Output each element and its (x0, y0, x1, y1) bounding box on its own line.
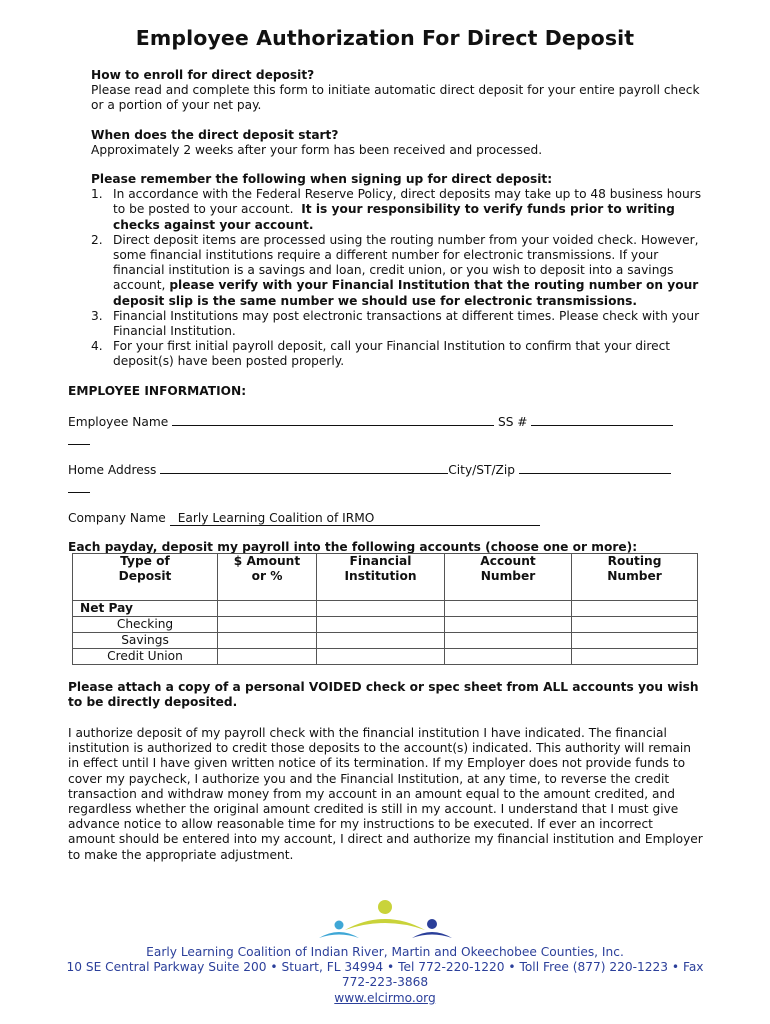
list-line: to be posted to your account. (113, 202, 302, 217)
account-cell[interactable] (445, 649, 572, 665)
city-field-continuation[interactable] (68, 492, 90, 493)
ss-field-continuation[interactable] (68, 444, 90, 445)
employee-name-field[interactable] (172, 414, 494, 426)
list-number: 2. (91, 232, 103, 247)
list-line-bold: please verify with your Financial Institution that the routing number on your (169, 278, 699, 293)
header-amount: $ Amount or % (218, 554, 317, 601)
row-label: Credit Union (73, 649, 218, 665)
footer (0, 945, 770, 1006)
home-address-label: Home Address (68, 463, 157, 477)
attach-note (68, 680, 699, 710)
authorization-line: advance notice to allow reasonable time for my instructions to be executed. If ever an incorrect (68, 817, 653, 832)
routing-cell[interactable] (572, 601, 698, 617)
employee-info-heading: EMPLOYEE INFORMATION: (68, 384, 247, 398)
company-field[interactable]: Early Learning Coalition of IRMO (170, 512, 540, 526)
employee-name-label: Employee Name (68, 415, 169, 429)
city-field[interactable] (519, 462, 671, 474)
footer-fax: 772-223-3868 (341, 975, 429, 990)
authorization-paragraph (68, 726, 703, 863)
list-line: Direct deposit items are processed using the routing number from your voided check. However, (113, 232, 699, 247)
table-row (73, 601, 698, 617)
remember-list (91, 187, 751, 369)
list-number: 1. (91, 187, 103, 202)
list-number: 4. (91, 339, 103, 354)
footer-address: 10 SE Central Parkway Suite 200 • Stuart, FL 34994 • Tel 772-220-1220 • Toll Free (877) 220-1223 • Fax (66, 960, 704, 975)
list-item (91, 339, 751, 369)
enroll-answer-line1: Please read and complete this form to initiate automatic direct deposit for your entire payroll check (91, 83, 700, 98)
attach-note-line: Please attach a copy of a personal VOIDED check or spec sheet from ALL accounts you wish (68, 680, 699, 694)
company-label: Company Name (68, 511, 166, 525)
home-address-row (68, 462, 671, 477)
list-line: In accordance with the Federal Reserve Policy, direct deposits may take up to 48 business hours (113, 187, 702, 202)
list-line-bold: checks against your account. (113, 217, 314, 232)
row-label: Savings (73, 633, 218, 649)
list-line: For your first initial payroll deposit, call your Financial Institution to confirm that your direct (113, 339, 671, 354)
row-label: Net Pay (73, 601, 218, 617)
header-institution: Financial Institution (317, 554, 445, 601)
remember-section (91, 172, 751, 370)
city-label: City/ST/Zip (448, 463, 516, 477)
amount-cell[interactable] (218, 601, 317, 617)
list-item (91, 233, 751, 309)
authorization-line: institution is authorized to credit those deposits to the account(s) indicated. This authority will remain (68, 741, 692, 756)
table-row (73, 649, 698, 665)
employee-name-row (68, 414, 673, 429)
authorization-line: to make the appropriate adjustment. (68, 847, 294, 862)
elc-logo (315, 896, 455, 942)
home-address-field[interactable] (160, 462, 448, 474)
header-type: Type of Deposit (73, 554, 218, 601)
routing-cell[interactable] (572, 649, 698, 665)
list-item (91, 187, 751, 233)
table-row (73, 633, 698, 649)
enroll-question: How to enroll for direct deposit? (91, 68, 315, 82)
company-row (68, 511, 540, 526)
authorization-line: amount should be entered into my account, I direct and authorize my financial institution and Employer (68, 832, 703, 847)
amount-cell[interactable] (218, 633, 317, 649)
list-line: Financial Institutions may post electronic transactions at different times. Please check with your (113, 308, 700, 323)
authorization-line: in effect until I have given written notice of its termination. If my Employer does not provide funds to (68, 756, 686, 771)
list-line: financial institution is a savings and loan, credit union, or you wish to deposit into a savings (113, 263, 674, 278)
header-account: Account Number (445, 554, 572, 601)
amount-cell[interactable] (218, 617, 317, 633)
enroll-section (91, 68, 700, 114)
institution-cell[interactable] (317, 617, 445, 633)
footer-website-link[interactable]: www.elcirmo.org (334, 990, 436, 1005)
account-cell[interactable] (445, 601, 572, 617)
list-line-bold: It is your responsibility to verify funds prior to writing (301, 202, 675, 217)
list-line: deposit(s) have been posted properly. (113, 354, 345, 369)
page-title: Employee Authorization For Direct Deposit (135, 26, 635, 50)
attach-note-line: to be directly deposited. (68, 695, 238, 710)
routing-cell[interactable] (572, 633, 698, 649)
amount-cell[interactable] (218, 649, 317, 665)
authorization-line: transaction and withdraw money from my account in an amount equal to the amount credited, and (68, 786, 675, 801)
authorization-line: regardless whether the original amount credited is still in my account. I understand that I must give (68, 802, 679, 817)
header-routing: Routing Number (572, 554, 698, 601)
accounts-table (72, 553, 698, 665)
enroll-answer-line2: or a portion of your net pay. (91, 98, 262, 113)
ss-label: SS # (497, 415, 528, 429)
account-cell[interactable] (445, 617, 572, 633)
list-line: some financial institutions require a different number for electronic transmissions. If your (113, 248, 659, 263)
table-header-row (73, 554, 698, 601)
row-label: Checking (73, 617, 218, 633)
list-line: account, (113, 278, 170, 293)
payday-heading: Each payday, deposit my payroll into the following accounts (choose one or more): (68, 540, 638, 554)
authorization-line: cover my paycheck, I authorize you and the Financial Institution, at any time, to reverse the credit (68, 771, 670, 786)
start-question: When does the direct deposit start? (91, 128, 339, 142)
list-line: Financial Institution. (113, 324, 236, 339)
list-number: 3. (91, 308, 103, 323)
routing-cell[interactable] (572, 617, 698, 633)
start-answer: Approximately 2 weeks after your form has been received and processed. (91, 143, 543, 158)
table-row (73, 617, 698, 633)
list-item (91, 309, 751, 339)
ss-field[interactable] (531, 414, 673, 426)
remember-heading: Please remember the following when signing up for direct deposit: (91, 172, 553, 186)
account-cell[interactable] (445, 633, 572, 649)
institution-cell[interactable] (317, 649, 445, 665)
institution-cell[interactable] (317, 633, 445, 649)
institution-cell[interactable] (317, 601, 445, 617)
list-line-bold: deposit slip is the same number we should use for electronic transmissions. (113, 293, 638, 308)
footer-org: Early Learning Coalition of Indian River, Martin and Okeechobee Counties, Inc. (146, 945, 624, 959)
start-section (91, 128, 542, 158)
authorization-line: I authorize deposit of my payroll check with the financial institution I have indicated. The financial (68, 726, 667, 740)
